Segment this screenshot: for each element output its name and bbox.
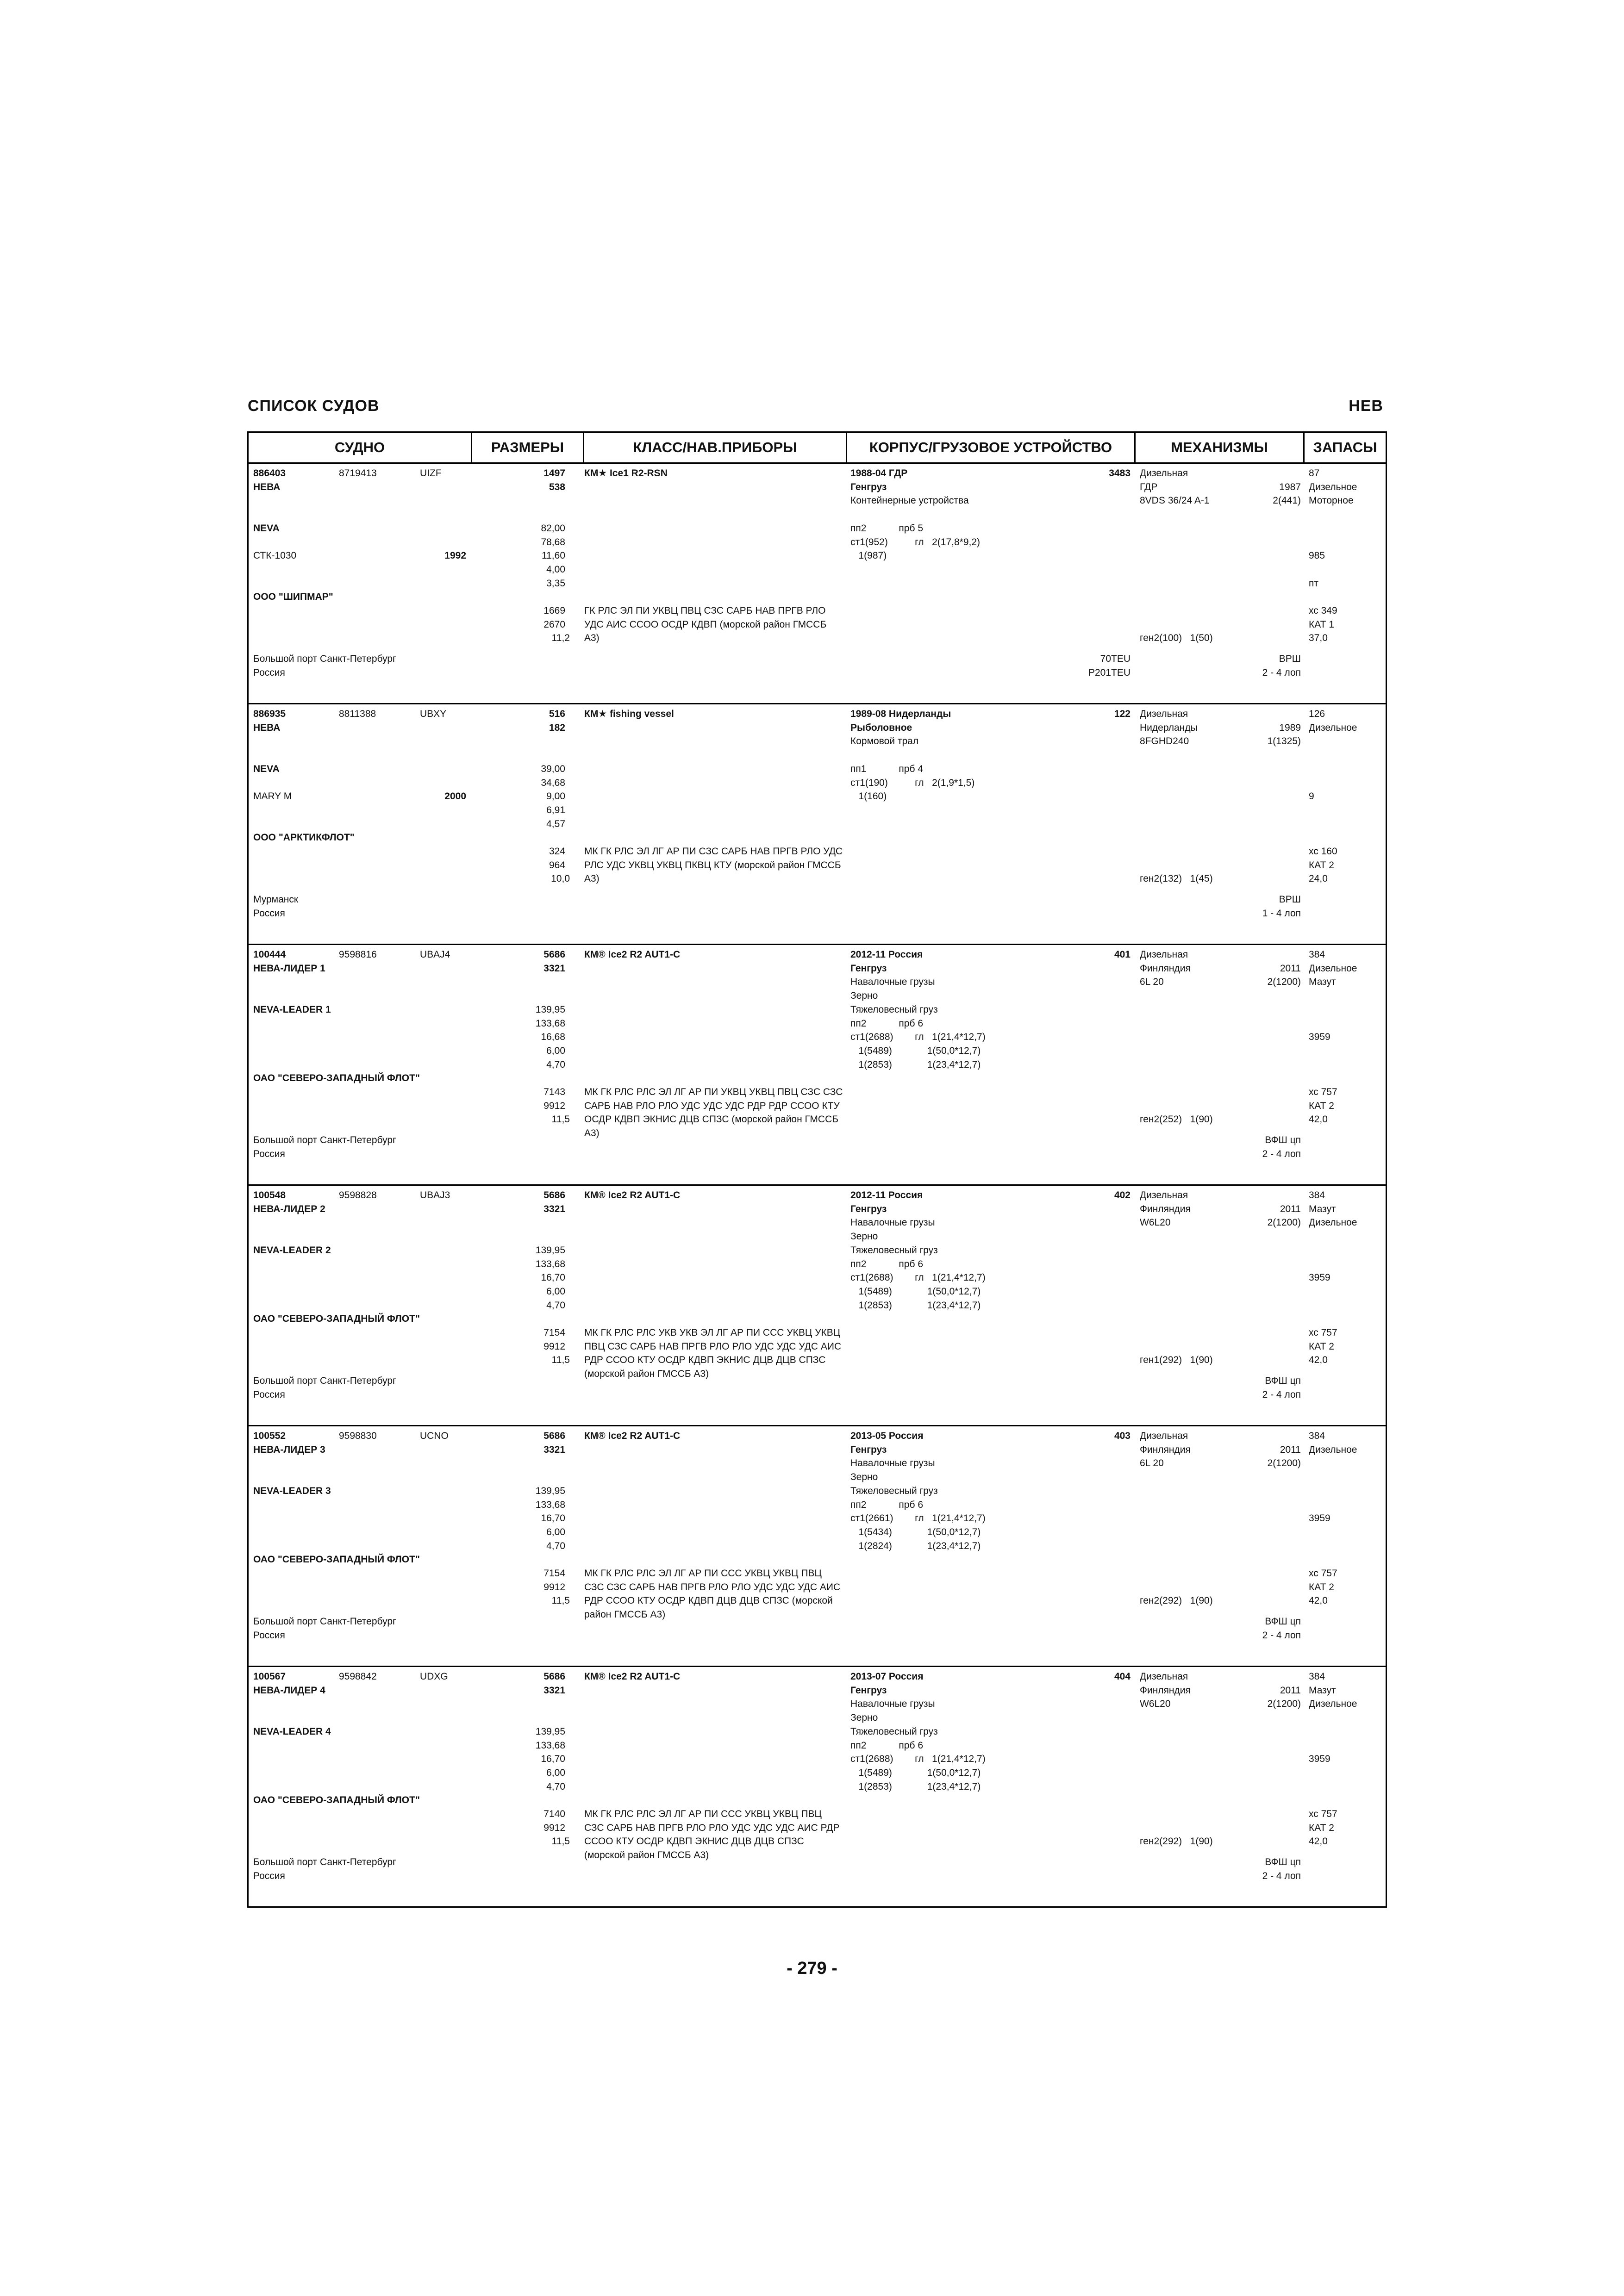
imo-number: 8811388 <box>339 709 376 719</box>
ship-name: НЕВА-ЛИДЕР 3 <box>253 1444 325 1455</box>
dimension-value: 3,35 <box>546 578 565 589</box>
dimension-value: 6,00 <box>546 1767 565 1778</box>
engine-info: Дизельная <box>1140 468 1188 479</box>
stores-value: 384 <box>1309 1671 1325 1682</box>
dimension-value: 16,70 <box>541 1754 565 1765</box>
dimension-value: 16,70 <box>541 1272 565 1283</box>
engine-info: Дизельная <box>1140 1671 1188 1682</box>
page-code: НЕВ <box>1349 397 1383 415</box>
stores-value: КАТ 2 <box>1309 1341 1334 1352</box>
hull-feature: Тяжеловесный груз <box>850 1244 938 1256</box>
dimension-value: 16,68 <box>541 1032 565 1043</box>
gross-tonnage: 5686 <box>543 1671 565 1682</box>
stores-value: 126 <box>1309 709 1325 719</box>
ship-name: НЕВА-ЛИДЕР 1 <box>253 963 325 974</box>
ship-record <box>249 464 1386 704</box>
deadweight-value: 11,5 <box>551 1355 570 1366</box>
engine-year: 1987 <box>1279 481 1301 492</box>
former-name: СТК-1030 <box>253 550 297 561</box>
former-year: 2000 <box>444 791 466 802</box>
class-notation: КМ® Ice2 R2 AUT1-C <box>584 949 681 960</box>
stores-value: Дизельное <box>1309 722 1357 733</box>
engine-info: 6L 20 <box>1140 977 1164 988</box>
former-year: 1992 <box>444 550 466 561</box>
stores-value: 384 <box>1309 1431 1325 1441</box>
stores-value: 384 <box>1309 1190 1325 1201</box>
hold-info: 1(2853) 1(23,4*12,7) <box>850 1781 981 1792</box>
stores-value: хс 757 <box>1309 1087 1337 1097</box>
dimension-value: 6,00 <box>546 1286 565 1297</box>
class-notation: КМ★ fishing vessel <box>584 709 674 719</box>
dimension-value: 139,95 <box>535 1726 565 1737</box>
engine-info: Финляндия <box>1140 1203 1191 1214</box>
dimension-value: 4,70 <box>546 1781 565 1792</box>
engine-info: Финляндия <box>1140 1685 1191 1696</box>
class-notation: КМ® Ice2 R2 AUT1-C <box>584 1190 681 1201</box>
dimension-value: 39,00 <box>541 763 565 774</box>
propeller-type: ВФШ цп <box>1265 1856 1301 1867</box>
hull-feature: Зерно <box>850 990 878 1002</box>
deadweight-value: 324 <box>549 846 565 857</box>
call-sign: UBXY <box>420 709 447 719</box>
stores-value: 9 <box>1309 791 1314 802</box>
ship-type: Генгруз <box>850 1444 887 1455</box>
stores-value: Моторное <box>1309 495 1354 506</box>
former-name: MARY M <box>253 791 292 802</box>
propeller-type: ВРШ <box>1279 653 1301 664</box>
hold-info: ст1(952) гл 2(17,8*9,2) <box>850 536 981 548</box>
dimension-value: 6,00 <box>546 1526 565 1537</box>
stores-value: Дизельное <box>1309 1444 1357 1455</box>
deadweight-value: 11,5 <box>551 1595 570 1606</box>
nav-equipment: МК ГК РЛС РЛС ЭЛ ЛГ АР ПИ ССС УКВЦ УКВЦ ПВЦ СЗС СЗС САРБ НАВ ПРГВ РЛО РЛО УДС УДС УДС АИС РДР ССОО КТУ ОСДР КДВП ДЦВ ДЦВ СПЗС (морской район ГМССБ А3) <box>584 1568 841 1620</box>
country: Россия <box>253 1389 285 1400</box>
ship-name: НЕВА <box>253 481 281 492</box>
country: Россия <box>253 667 285 678</box>
deadweight-value: 9912 <box>543 1822 565 1833</box>
dimension-value: 139,95 <box>535 1244 565 1256</box>
dimension-value: 139,95 <box>535 1485 565 1496</box>
gross-tonnage: 5686 <box>543 1190 565 1201</box>
stores-value: 3959 <box>1309 1754 1330 1765</box>
net-tonnage: 3321 <box>543 1203 565 1214</box>
imo-number: 9598828 <box>339 1190 377 1201</box>
call-sign: UDXG <box>420 1671 448 1682</box>
propeller-type: ВФШ цп <box>1265 1375 1301 1386</box>
stores-value: КАТ 2 <box>1309 1100 1334 1111</box>
stores-value: хс 349 <box>1309 605 1337 616</box>
hold-info: 1(160) <box>850 791 887 802</box>
hold-info: ст1(2661) гл 1(21,4*12,7) <box>850 1513 986 1524</box>
engine-power: 2(1200) <box>1267 1458 1301 1469</box>
engine-info: 8FGHD240 <box>1140 736 1189 747</box>
home-port: Большой порт Санкт-Петербург <box>253 1856 396 1867</box>
hull-feature: Зерно <box>850 1472 878 1483</box>
yard-number: 401 <box>1114 949 1131 960</box>
engine-power: 2(1200) <box>1267 1217 1301 1228</box>
dimension-value: 6,91 <box>546 804 565 815</box>
dimension-value: 133,68 <box>535 1018 565 1029</box>
yard-number: 3483 <box>1109 468 1131 479</box>
hold-info: 1(5489) 1(50,0*12,7) <box>850 1286 981 1297</box>
gross-tonnage: 5686 <box>543 949 565 960</box>
hold-info: пп2 прб 5 <box>850 523 924 534</box>
deadweight-value: 7154 <box>543 1568 565 1579</box>
reg-number: 886403 <box>253 468 286 479</box>
engine-info: Дизельная <box>1140 1190 1188 1201</box>
nav-equipment: ГК РЛС ЭЛ ПИ УКВЦ ПВЦ СЗС САРБ НАВ ПРГВ РЛО УДС АИС ССОО ОСДР КДВП (морской район ГМССБ А3) <box>584 605 827 644</box>
owner: ООО "ШИПМАР" <box>253 591 333 603</box>
hold-info: ст1(2688) гл 1(21,4*12,7) <box>850 1032 986 1043</box>
engine-power: 2(441) <box>1273 495 1301 506</box>
ship-name: НЕВА <box>253 722 281 733</box>
yard-number: 122 <box>1114 709 1131 719</box>
home-port: Большой порт Санкт-Петербург <box>253 1616 396 1627</box>
call-sign: UIZF <box>420 468 442 479</box>
stores-value: 3959 <box>1309 1272 1330 1283</box>
hull-feature: Навалочные грузы <box>850 1699 935 1710</box>
hull-feature: Тяжеловесный груз <box>850 1726 938 1737</box>
stores-value: Мазут <box>1309 977 1336 988</box>
deadweight-value: 11,5 <box>551 1114 570 1125</box>
page-number: - 279 - <box>787 1959 837 1978</box>
country: Россия <box>253 1870 285 1881</box>
deadweight-value: 9912 <box>543 1581 565 1593</box>
dimension-value: 133,68 <box>535 1740 565 1751</box>
stores-value: 42,0 <box>1309 1836 1328 1847</box>
stores-value: 37,0 <box>1309 633 1328 644</box>
col-header-stores: ЗАПАСЫ <box>1313 439 1377 455</box>
hull-feature: Кормовой трал <box>850 736 919 747</box>
yard-number: 402 <box>1114 1190 1131 1201</box>
nav-equipment: МК ГК РЛС РЛС ЭЛ ЛГ АР ПИ ССС УКВЦ УКВЦ ПВЦ СЗС САРБ НАВ ПРГВ РЛО РЛО УДС УДС УДС АИС РДР ССОО КТУ ОСДР КДВП ЭКНИС ДЦВ ДЦВ СПЗС (морской район ГМССБ А3) <box>584 1809 840 1861</box>
reg-number: 100552 <box>253 1431 286 1441</box>
net-tonnage: 3321 <box>543 1685 565 1696</box>
engine-year: 2011 <box>1280 1444 1301 1455</box>
hold-info: 1(2824) 1(23,4*12,7) <box>850 1540 981 1551</box>
stores-value: 384 <box>1309 949 1325 960</box>
engine-info: Дизельная <box>1140 709 1188 719</box>
ship-name-latin: NEVA <box>253 763 280 774</box>
table-header <box>249 433 1386 464</box>
gross-tonnage: 516 <box>549 709 565 719</box>
ship-record <box>249 1186 1386 1426</box>
engine-info: 6L 20 <box>1140 1458 1164 1469</box>
col-header-hull: КОРПУС/ГРУЗОВОЕ УСТРОЙСТВО <box>869 439 1112 455</box>
hold-info: ст1(2688) гл 1(21,4*12,7) <box>850 1272 986 1283</box>
ship-name-latin: NEVA-LEADER 3 <box>253 1485 331 1496</box>
ship-type: Генгруз <box>850 481 887 492</box>
hull-feature: Тяжеловесный груз <box>850 1004 938 1015</box>
hull-feature: Зерно <box>850 1712 878 1724</box>
stores-value: Дизельное <box>1309 963 1357 974</box>
imo-number: 8719413 <box>339 468 377 479</box>
ship-table <box>247 431 1387 1908</box>
hull-feature: Тяжеловесный груз <box>850 1485 938 1496</box>
stores-value: КАТ 1 <box>1309 619 1334 630</box>
dimension-value: 4,00 <box>546 564 565 575</box>
deadweight-value: 964 <box>549 859 565 871</box>
reg-number: 886935 <box>253 709 286 719</box>
stores-value: 3959 <box>1309 1513 1330 1524</box>
stores-value: КАТ 2 <box>1309 1822 1334 1833</box>
hold-info: 1(2853) 1(23,4*12,7) <box>850 1059 981 1070</box>
country: Россия <box>253 1630 285 1641</box>
home-port: Большой порт Санкт-Петербург <box>253 1134 396 1145</box>
generators: ген1(292) 1(90) <box>1140 1355 1213 1366</box>
yard-number: 403 <box>1114 1431 1131 1441</box>
owner: ОАО "СЕВЕРО-ЗАПАДНЫЙ ФЛОТ" <box>253 1795 420 1806</box>
propeller-type: ВФШ цп <box>1265 1134 1301 1145</box>
ship-type: Генгруз <box>850 1685 887 1696</box>
page-title: СПИСОК СУДОВ <box>248 397 380 415</box>
deadweight-value: 10,0 <box>551 873 570 884</box>
stores-value: КАТ 2 <box>1309 859 1334 871</box>
stores-value: пт <box>1309 578 1318 589</box>
stores-value: хс 757 <box>1309 1327 1337 1338</box>
stores-value: хс 757 <box>1309 1568 1337 1579</box>
dimension-value: 4,70 <box>546 1540 565 1551</box>
stores-value: 985 <box>1309 550 1325 561</box>
col-header-dimensions: РАЗМЕРЫ <box>491 439 564 455</box>
build-info: 2013-05 Россия <box>850 1431 924 1441</box>
ship-record <box>249 1667 1386 1908</box>
engine-year: 1989 <box>1279 722 1301 733</box>
ship-record <box>249 945 1386 1186</box>
engine-info: Дизельная <box>1140 949 1188 960</box>
deadweight-value: 11,2 <box>551 633 570 644</box>
ship-name-latin: NEVA-LEADER 4 <box>253 1726 331 1737</box>
generators: ген2(252) 1(90) <box>1140 1114 1213 1125</box>
ship-record <box>249 704 1386 945</box>
stores-value: 3959 <box>1309 1032 1330 1043</box>
engine-year: 2011 <box>1280 1203 1301 1214</box>
imo-number: 9598830 <box>339 1431 377 1441</box>
gross-tonnage: 5686 <box>543 1431 565 1441</box>
generators: ген2(132) 1(45) <box>1140 873 1213 884</box>
deadweight-value: 7154 <box>543 1327 565 1338</box>
dimension-value: 4,70 <box>546 1059 565 1070</box>
stores-value: хс 757 <box>1309 1809 1337 1819</box>
ship-name: НЕВА-ЛИДЕР 4 <box>253 1685 325 1696</box>
hold-info: 1(5489) 1(50,0*12,7) <box>850 1767 981 1778</box>
call-sign: UBAJ4 <box>420 949 450 960</box>
hull-feature: Контейнерные устройства <box>850 495 969 506</box>
engine-info: W6L20 <box>1140 1699 1171 1710</box>
ship-name-latin: NEVA-LEADER 1 <box>253 1004 331 1015</box>
col-header-class: КЛАСС/НАВ.ПРИБОРЫ <box>633 439 797 455</box>
net-tonnage: 3321 <box>543 963 565 974</box>
net-tonnage: 3321 <box>543 1444 565 1455</box>
deadweight-value: 9912 <box>543 1341 565 1352</box>
net-tonnage: 538 <box>549 481 565 492</box>
hull-feature: Навалочные грузы <box>850 1217 935 1228</box>
dimension-value: 34,68 <box>541 777 565 788</box>
propeller-type: ВФШ цп <box>1265 1616 1301 1627</box>
engine-power: 1(1325) <box>1267 736 1301 747</box>
engine-info: 8VDS 36/24 A-1 <box>1140 495 1210 506</box>
call-sign: UCNO <box>420 1431 449 1441</box>
col-header-machinery: МЕХАНИЗМЫ <box>1171 439 1268 455</box>
stores-value: 42,0 <box>1309 1114 1328 1125</box>
ship-type: Генгруз <box>850 963 887 974</box>
reg-number: 100444 <box>253 949 286 960</box>
engine-info: Дизельная <box>1140 1431 1188 1441</box>
col-header-vessel: СУДНО <box>334 439 385 455</box>
container-capacity: 70TEU <box>1100 653 1131 664</box>
net-tonnage: 182 <box>549 722 565 733</box>
stores-value: КАТ 2 <box>1309 1581 1334 1593</box>
dimension-value: 11,60 <box>542 550 565 561</box>
engine-info: Нидерланды <box>1140 722 1198 733</box>
stores-value: 87 <box>1309 468 1320 479</box>
hold-info: 1(987) <box>850 550 887 561</box>
class-notation: КМ® Ice2 R2 AUT1-C <box>584 1431 681 1441</box>
owner: ОАО "СЕВЕРО-ЗАПАДНЫЙ ФЛОТ" <box>253 1313 420 1325</box>
deadweight-value: 11,5 <box>551 1836 570 1847</box>
deadweight-value: 1669 <box>543 605 565 616</box>
engine-year: 2011 <box>1280 963 1301 974</box>
deadweight-value: 7140 <box>543 1809 565 1819</box>
generators: ген2(100) 1(50) <box>1140 633 1213 644</box>
engine-power: 2(1200) <box>1267 977 1301 988</box>
engine-info: Финляндия <box>1140 963 1191 974</box>
deadweight-value: 9912 <box>543 1100 565 1111</box>
deadweight-value: 2670 <box>543 619 565 630</box>
dimension-value: 4,57 <box>546 818 565 829</box>
build-info: 2013-07 Россия <box>850 1671 924 1682</box>
stores-value: 42,0 <box>1309 1595 1328 1606</box>
engine-year: 2011 <box>1280 1685 1301 1696</box>
propeller-blades: 2 - 4 лоп <box>1262 1630 1301 1641</box>
propeller-blades: 2 - 4 лоп <box>1262 1870 1301 1881</box>
hold-info: пп2 прб 6 <box>850 1018 924 1029</box>
hull-feature: Навалочные грузы <box>850 1458 935 1469</box>
imo-number: 9598816 <box>339 949 377 960</box>
home-port: Мурманск <box>253 894 299 905</box>
propeller-blades: 2 - 4 лоп <box>1262 667 1301 678</box>
class-notation: КМ® Ice2 R2 AUT1-C <box>584 1671 681 1682</box>
build-info: 2012-11 Россия <box>850 1190 923 1201</box>
dimension-value: 133,68 <box>535 1258 565 1269</box>
home-port: Большой порт Санкт-Петербург <box>253 1375 396 1386</box>
dimension-value: 139,95 <box>535 1004 565 1015</box>
nav-equipment: МК ГК РЛС РЛС УКВ УКВ ЭЛ ЛГ АР ПИ ССС УКВЦ УКВЦ ПВЦ СЗС САРБ НАВ ПРГВ РЛО РЛО УДС УДС УДС АИС РДР ССОО КТУ ОСДР КДВП ЭКНИС ДЦВ ДЦВ СПЗС (морской район ГМССБ А3) <box>584 1327 842 1380</box>
stores-value: Мазут <box>1309 1685 1336 1696</box>
hold-info: пп2 прб 6 <box>850 1740 924 1751</box>
engine-info: Финляндия <box>1140 1444 1191 1455</box>
stores-value: 42,0 <box>1309 1355 1328 1366</box>
ship-record <box>249 1426 1386 1667</box>
home-port: Большой порт Санкт-Петербург <box>253 653 396 664</box>
yard-number: 404 <box>1114 1671 1131 1682</box>
owner: ОАО "СЕВЕРО-ЗАПАДНЫЙ ФЛОТ" <box>253 1554 420 1565</box>
hold-info: 1(2853) 1(23,4*12,7) <box>850 1300 981 1311</box>
ship-name-latin: NEVA-LEADER 2 <box>253 1244 331 1256</box>
engine-power: 2(1200) <box>1267 1699 1301 1710</box>
hold-info: 1(5434) 1(50,0*12,7) <box>850 1526 981 1537</box>
call-sign: UBAJ3 <box>420 1190 450 1201</box>
stores-value: 24,0 <box>1309 873 1328 884</box>
hold-info: ст1(2688) гл 1(21,4*12,7) <box>850 1754 986 1765</box>
propeller-type: ВРШ <box>1279 894 1301 905</box>
reg-number: 100567 <box>253 1671 286 1682</box>
propeller-blades: 2 - 4 лоп <box>1262 1148 1301 1159</box>
generators: ген2(292) 1(90) <box>1140 1836 1213 1847</box>
propeller-blades: 1 - 4 лоп <box>1262 908 1301 919</box>
generators: ген2(292) 1(90) <box>1140 1595 1213 1606</box>
hold-info: 1(5489) 1(50,0*12,7) <box>850 1045 981 1056</box>
build-info: 1988-04 ГДР <box>850 468 908 479</box>
build-info: 1989-08 Нидерланды <box>850 709 951 719</box>
hold-info: пп2 прб 6 <box>850 1499 924 1510</box>
dimension-value: 133,68 <box>535 1499 565 1510</box>
dimension-value: 78,68 <box>541 536 565 548</box>
propeller-blades: 2 - 4 лоп <box>1262 1389 1301 1400</box>
container-capacity: P201TEU <box>1088 667 1131 678</box>
deadweight-value: 7143 <box>543 1087 565 1097</box>
owner: ОАО "СЕВЕРО-ЗАПАДНЫЙ ФЛОТ" <box>253 1073 420 1084</box>
stores-value: Мазут <box>1309 1203 1336 1214</box>
class-notation: КМ★ Ice1 R2-RSN <box>584 468 668 479</box>
ship-type: Генгруз <box>850 1203 887 1214</box>
dimension-value: 9,00 <box>546 791 565 802</box>
nav-equipment: МК ГК РЛС РЛС ЭЛ ЛГ АР ПИ УКВЦ УКВЦ ПВЦ СЗС СЗС САРБ НАВ РЛО РЛО УДС УДС УДС РДР РДР ССОО КТУ ОСДР КДВП ЭКНИС ДЦВ СПЗС (морской район ГМССБ А3) <box>584 1087 843 1139</box>
country: Россия <box>253 1148 285 1159</box>
dimension-value: 4,70 <box>546 1300 565 1311</box>
dimension-value: 6,00 <box>546 1045 565 1056</box>
nav-equipment: МК ГК РЛС ЭЛ ЛГ АР ПИ СЗС САРБ НАВ ПРГВ РЛО УДС РЛС УДС УКВЦ УКВЦ ПКВЦ КТУ (морской район ГМССБ А3) <box>584 846 843 884</box>
dimension-value: 16,70 <box>541 1513 565 1524</box>
ship-type: Рыболовное <box>850 722 912 733</box>
dimension-value: 82,00 <box>541 523 565 534</box>
hold-info: ст1(190) гл 2(1,9*1,5) <box>850 777 975 788</box>
engine-info: W6L20 <box>1140 1217 1171 1228</box>
stores-value: Дизельное <box>1309 1217 1357 1228</box>
hull-feature: Навалочные грузы <box>850 977 935 988</box>
ship-name: НЕВА-ЛИДЕР 2 <box>253 1203 325 1214</box>
hull-feature: Зерно <box>850 1231 878 1242</box>
imo-number: 9598842 <box>339 1671 377 1682</box>
reg-number: 100548 <box>253 1190 286 1201</box>
hold-info: пп2 прб 6 <box>850 1258 924 1269</box>
hold-info: пп1 прб 4 <box>850 763 924 774</box>
stores-value: Дизельное <box>1309 481 1357 492</box>
stores-value: Дизельное <box>1309 1699 1357 1710</box>
engine-info: ГДР <box>1140 481 1158 492</box>
country: Россия <box>253 908 285 919</box>
gross-tonnage: 1497 <box>543 468 565 479</box>
stores-value: хс 160 <box>1309 846 1337 857</box>
ship-name-latin: NEVA <box>253 523 280 534</box>
build-info: 2012-11 Россия <box>850 949 923 960</box>
owner: ООО "АРКТИКФЛОТ" <box>253 832 355 843</box>
